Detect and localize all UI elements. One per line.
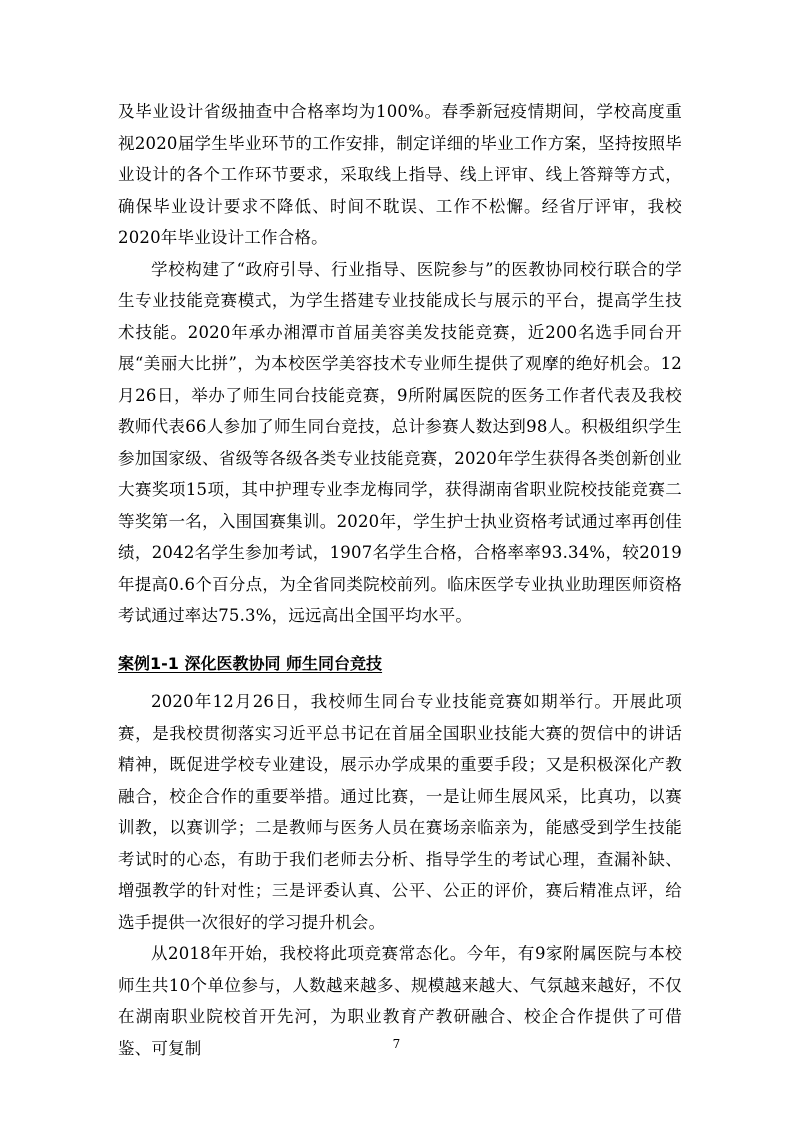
body-text-case <box>118 686 682 1064</box>
paragraph-case-continuation: 从2018年开始，我校将此项竞赛常态化。今年，有9家附属医院与本校师生共10个单位参与，人数越来越多、规模越来越大、气氛越来越好，不仅在湖南职业院校首开先河，为职业教育产教研融合、校企合作提供了可借鉴、可复制 <box>118 944 682 1058</box>
page-number: 7 <box>392 1037 401 1051</box>
paragraph-skills-competition: 学校构建了“政府引导、行业指导、医院参与”的医教协同校行联合的学生专业技能竞赛模式，为学生搭建专业技能成长与展示的平台，提高学生技术技能。2020年承办湘潭市首届美容美发技能竞赛，近200名选手同台开展“美丽大比拼”，为本校医学美容技术专业师生提供了观摩的绝好机会。12月26日，举办了师生同台技能竞赛，9所附属医院的医务工作者代表及我校教师代表66人参加了师生同台竞技，总计参赛人数达到98人。积极组织学生参加国家级、省级等各级各类专业技能竞赛，2020年学生获得各类创新创业大赛奖项15项，其中护理专业李龙梅同学，获得湖南省职业院校技能竞赛二等奖第一名，入围国赛集训。2020年，学生护士执业资格考试通过率再创佳绩，2042名学生参加考试，1907名学生合格，合格率率93.34%，较2019年提高0.6个百分点，为全省同类院校前列。临床医学专业执业助理医师资格考试通过率达75.3%，远远高出全国平均水平。 <box>118 259 682 625</box>
paragraph-case-intro: 2020年12月26日，我校师生同台专业技能竞赛如期举行。开展此项赛，是我校贯彻落实习近平总书记在首届全国职业技能大赛的贺信中的讲话精神，既促进学校专业建设，展示办学成果的重要手段；又是积极深化产教融合，校企合作的重要举措。通过比赛，一是让师生展风采，比真功，以赛训教，以赛训学；二是教师与医务人员在赛场亲临亲为，能感受到学生技能考试时的心态，有助于我们老师去分析、指导学生的考试心理，查漏补缺、增强教学的针对性；三是评委认真、公平、公正的评价，赛后精准点评，给选手提供一次很好的学习提升机会。 <box>118 692 682 932</box>
body-text-top <box>118 96 682 632</box>
case-heading: 案例1-1 深化医教协同 师生同台竞技 <box>118 654 383 673</box>
paragraph-graduation-design: 及毕业设计省级抽查中合格率均为100%。春季新冠疫情期间，学校高度重视2020届学生毕业环节的工作安排，制定详细的毕业工作方案，坚持按照毕业设计的各个工作环节要求，采取线上指导、线上评审、线上答辩等方式，确保毕业设计要求不降低、时间不耽误、工作不松懈。经省厅评审，我校2020年毕业设计工作合格。 <box>118 102 682 247</box>
